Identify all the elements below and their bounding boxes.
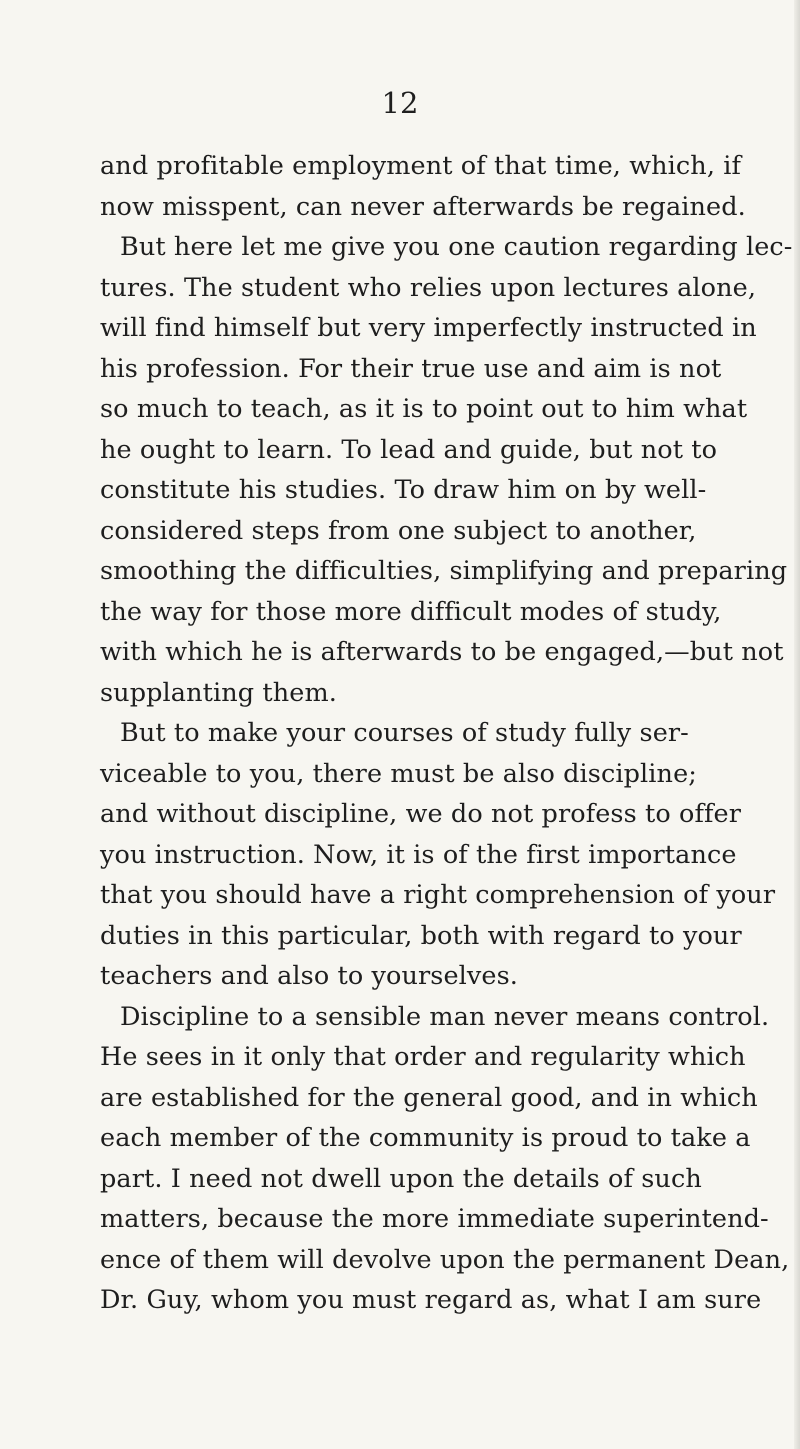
text-line: Dr. Guy, whom you must regard as, what I am sure xyxy=(100,1285,762,1315)
text-line: But here let me give you one caution regarding lec- xyxy=(120,232,793,262)
text-line: each member of the community is proud to take a xyxy=(100,1123,751,1153)
text-line: his profession. For their true use and aim is not xyxy=(100,353,722,384)
page-number: 12 xyxy=(381,86,419,120)
text-line: part. I need not dwell upon the details of such xyxy=(100,1163,702,1194)
text-line: that you should have a right comprehension of your xyxy=(100,880,776,910)
text-line: supplanting them. xyxy=(100,677,337,708)
text-line: ence of them will devolve upon the permanent Dean, xyxy=(100,1244,790,1275)
text-line: are established for the general good, and in which xyxy=(100,1082,758,1113)
text-line: considered steps from one subject to another, xyxy=(100,515,697,546)
text-line: and profitable employment of that time, which, if xyxy=(100,151,742,181)
text-line: teachers and also to yourselves. xyxy=(100,961,518,991)
text-line: smoothing the difficulties, simplifying and preparing xyxy=(100,556,788,586)
text-line: he ought to learn. To lead and guide, but not to xyxy=(100,434,718,465)
text-line: constitute his studies. To draw him on by well- xyxy=(100,475,707,505)
text-line: But to make your courses of study fully ser- xyxy=(120,718,689,748)
text-line: Discipline to a sensible man never means control. xyxy=(120,1001,770,1032)
text-line: He sees in it only that order and regularity which xyxy=(100,1042,746,1072)
text-line: now misspent, can never afterwards be regained. xyxy=(100,191,746,222)
page-edge xyxy=(794,0,800,1449)
text-line: and without discipline, we do not profess to offer xyxy=(100,799,742,829)
text-line: will find himself but very imperfectly instructed in xyxy=(100,313,757,343)
text-line: duties in this particular, both with regard to your xyxy=(100,920,742,951)
text-line: you instruction. Now, it is of the first importance xyxy=(100,839,737,870)
text-line: with which he is afterwards to be engaged,—but not xyxy=(100,637,784,667)
text-line: tures. The student who relies upon lectures alone, xyxy=(100,272,757,303)
text-line: the way for those more difficult modes of study, xyxy=(100,596,722,627)
text-line: matters, because the more immediate superintend- xyxy=(100,1204,769,1234)
text-line: so much to teach, as it is to point out to him what xyxy=(100,394,748,424)
text-line: viceable to you, there must be also discipline; xyxy=(100,758,697,789)
